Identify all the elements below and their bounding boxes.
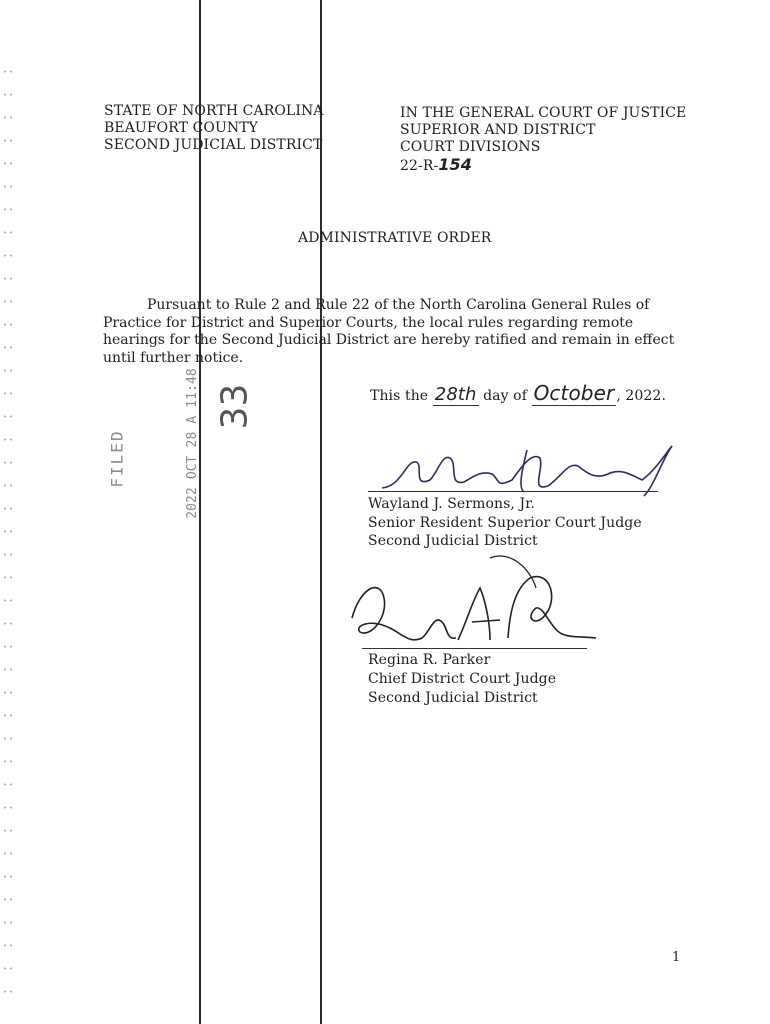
date-month-handwritten: October (533, 381, 615, 405)
date-day-handwritten: 28th (434, 384, 477, 405)
scan-speckle-margin (2, 60, 12, 1000)
filed-stamp-date: 2022 OCT 28 A 11:48 (184, 368, 200, 519)
court-caption-line2: SUPERIOR AND DISTRICT (400, 122, 596, 138)
court-caption-line3: COURT DIVISIONS (400, 139, 541, 155)
filed-stamp-number: 33 (214, 383, 256, 430)
signatory1-name: Wayland J. Sermons, Jr. (368, 496, 535, 512)
file-number-prefix: 22-R- (400, 158, 439, 174)
date-year: , 2022. (616, 388, 666, 404)
signatory2-name: Regina R. Parker (368, 652, 491, 668)
signatory1-title: Senior Resident Superior Court Judge (368, 515, 642, 531)
filed-stamp-label: FILED (107, 429, 127, 488)
signature-line (368, 491, 658, 492)
court-caption-line1: IN THE GENERAL COURT OF JUSTICE (400, 105, 687, 121)
order-body-text: Pursuant to Rule 2 and Rule 22 of the North Carolina General Rules of Practice for District and Superior Courts, the local rules regarding remote hearings for the Second Judicial District are hereby ratified and remain in effect until further notice. (103, 297, 675, 366)
date-line (370, 381, 666, 405)
date-middle: day of (483, 388, 527, 404)
date-prefix: This the (370, 388, 429, 404)
file-number-handwritten: 154 (438, 155, 473, 174)
signature-parker (340, 548, 600, 658)
signature-line (362, 648, 587, 649)
filed-stamp (107, 368, 262, 540)
file-number-line (400, 156, 472, 175)
caption-state: STATE OF NORTH CAROLINA (104, 103, 324, 119)
caption-district: SECOND JUDICIAL DISTRICT (104, 137, 323, 153)
page-number: 1 (672, 950, 681, 965)
signatory2-district: Second Judicial District (368, 690, 538, 706)
signatory2-title: Chief District Court Judge (368, 671, 557, 687)
caption-county: BEAUFORT COUNTY (104, 120, 259, 136)
signatory1-district: Second Judicial District (368, 533, 538, 549)
order-body (103, 297, 683, 367)
document-title: ADMINISTRATIVE ORDER (298, 230, 492, 246)
